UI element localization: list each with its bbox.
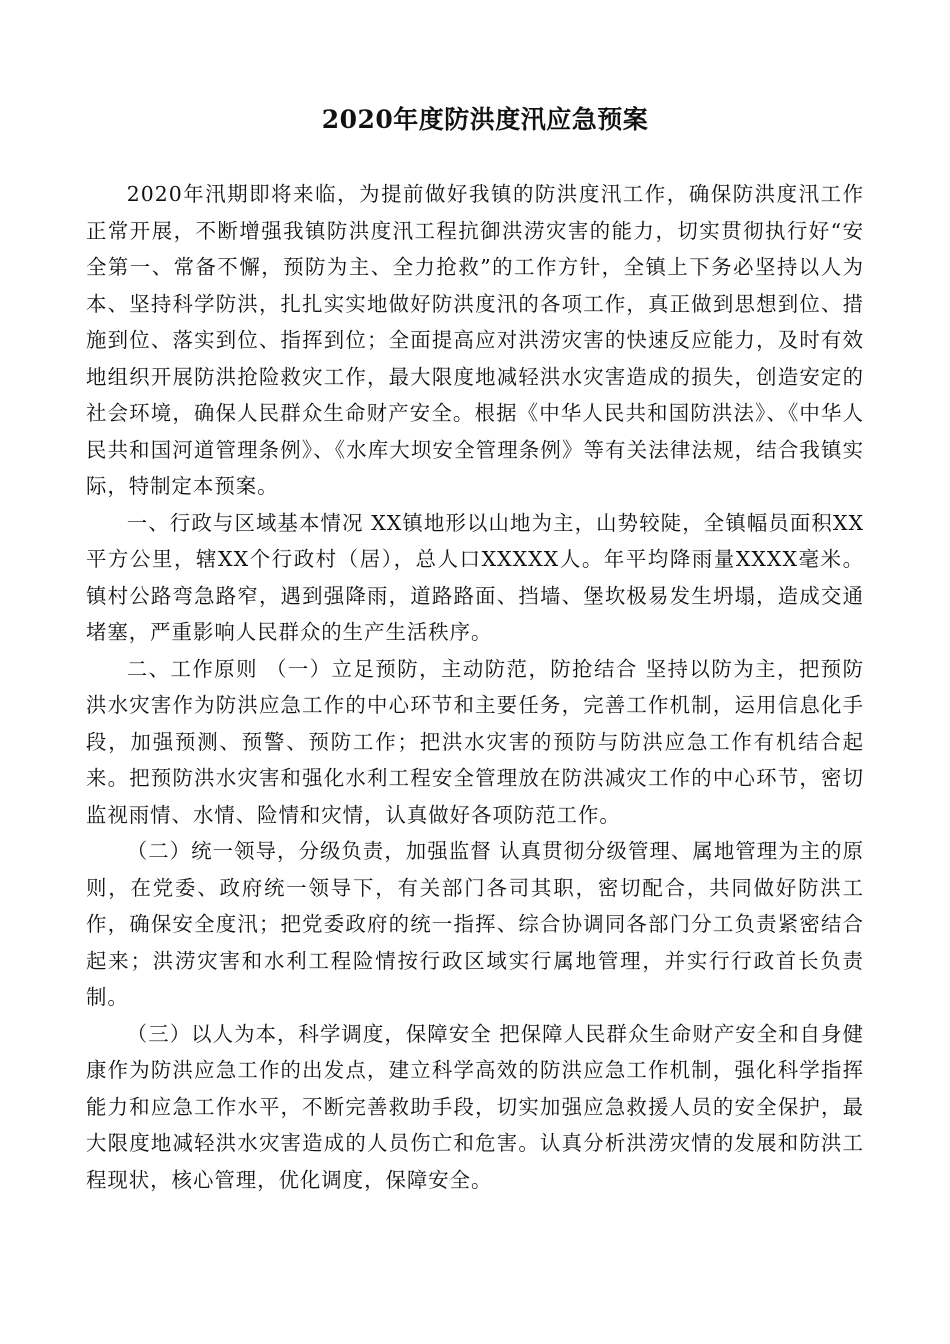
document-body — [86, 176, 864, 1198]
paragraph-intro: 2020年汛期即将来临，为提前做好我镇的防洪度汛工作，确保防洪度汛工作正常开展，不断增强我镇防洪度汛工程抗御洪涝灾害的能力，切实贯彻执行好“安全第一、常备不懈，预防为主、全力抢救”的工作方针，全镇上下务必坚持以人为本、坚持科学防洪，扎扎实实地做好防洪度汛的各项工作，真正做到思想到位、措施到位、落实到位、指挥到位；全面提高应对洪涝灾害的快速反应能力，及时有效地组织开展防洪抢险救灾工作，最大限度地减轻洪水灾害造成的损失，创造安定的社会环境，确保人民群众生命财产安全。根据《中华人民共和国防洪法》、《中华人民共和国河道管理条例》、《水库大坝安全管理条例》等有关法律法规，结合我镇实际，特制定本预案。 — [86, 182, 864, 498]
paragraph-section-1: 一、行政与区域基本情况 XX镇地形以山地为主，山势较陡，全镇幅员面积XX平方公里，辖XX个行政村（居），总人口XXXXX人。年平均降雨量XXXX毫米。镇村公路弯急路窄，遇到强降雨，道路路面、挡墙、堡坎极易发生坍塌，造成交通堵塞，严重影响人民群众的生产生活秩序。 — [86, 510, 864, 644]
paragraph-section-2: 二、工作原则 （一）立足预防，主动防范，防抢结合 坚持以防为主，把预防洪水灾害作为防洪应急工作的中心环节和主要任务，完善工作机制，运用信息化手段，加强预测、预警、预防工作；把洪水灾害的预防与防洪应急工作有机结合起来。把预防洪水灾害和强化水利工程安全管理放在防洪减灾工作的中心环节，密切监视雨情、水情、险情和灾情，认真做好各项防范工作。 — [86, 656, 864, 827]
paragraph-section-2-3: （三）以人为本，科学调度，保障安全 把保障人民群众生命财产安全和自身健康作为防洪应急工作的出发点，建立科学高效的防洪应急工作机制，强化科学指挥能力和应急工作水平，不断完善救助手段，切实加强应急救援人员的安全保护，最大限度地减轻洪水灾害造成的人员伤亡和危害。认真分析洪涝灾情的发展和防洪工程现状，核心管理，优化调度，保障安全。 — [86, 1021, 864, 1192]
paragraph-section-2-2: （二）统一领导，分级负责，加强监督 认真贯彻分级管理、属地管理为主的原则，在党委、政府统一领导下，有关部门各司其职，密切配合，共同做好防洪工作，确保安全度汛；把党委政府的统一指挥、综合协调同各部门分工负责紧密结合起来；洪涝灾害和水利工程险情按行政区域实行属地管理，并实行行政首长负责制。 — [86, 839, 864, 1009]
document-title: 2020年度防洪度汛应急预案 — [321, 105, 649, 134]
